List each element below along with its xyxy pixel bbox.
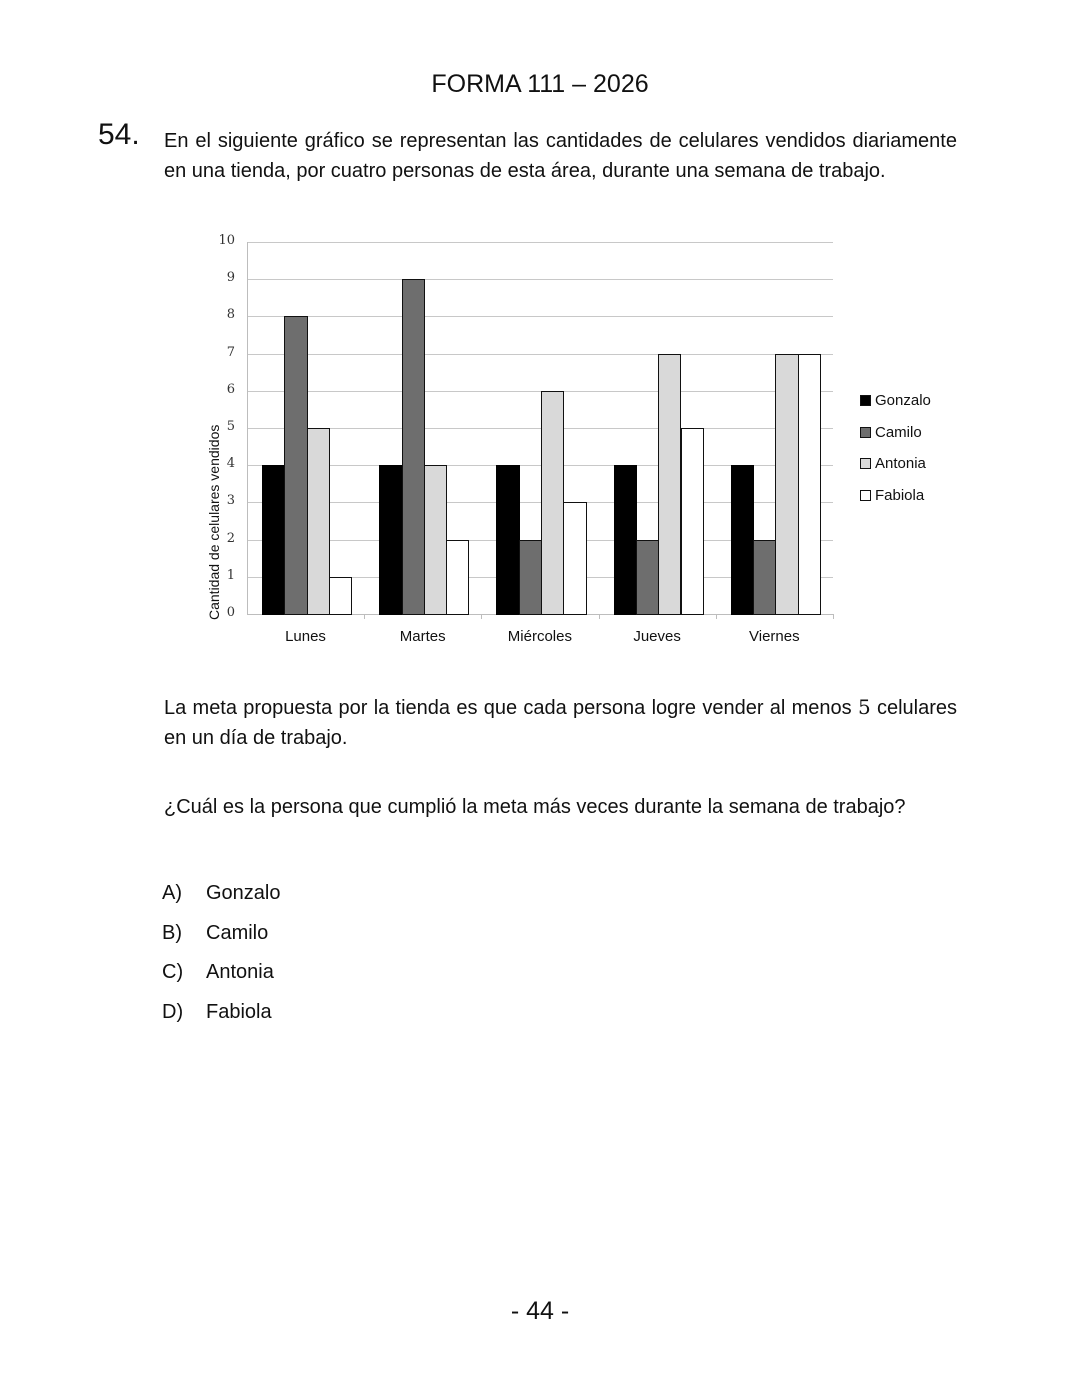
x-tick (481, 614, 482, 619)
bar-fabiola (446, 540, 469, 615)
bar-fabiola (798, 354, 821, 615)
bar-antonia (658, 354, 681, 615)
bar-gonzalo (496, 465, 519, 615)
goal-text-2: celulares en un día de trabajo. (164, 697, 957, 749)
x-tick (364, 614, 365, 619)
option-d[interactable] (162, 993, 281, 1033)
y-axis-label: Cantidad de celulares vendidos (206, 424, 222, 620)
bar-gonzalo (614, 465, 637, 615)
legend-swatch-icon (860, 458, 871, 469)
question-prompt: ¿Cuál es la persona que cumplió la meta más veces durante la semana de trabajo? (164, 796, 906, 818)
goal-text-1: La meta propuesta por la tienda es que cada persona logre vender al menos (164, 697, 858, 719)
answer-options (162, 874, 281, 1032)
y-tick-label: 4 (226, 456, 235, 472)
bar-chart (180, 230, 960, 660)
legend-item (860, 385, 931, 417)
option-c[interactable] (162, 953, 281, 993)
gridline (247, 428, 833, 429)
legend-label: Camilo (875, 423, 922, 441)
gridline (247, 391, 833, 392)
gridline (247, 316, 833, 317)
legend-label: Antonia (875, 455, 926, 473)
y-tick-label: 10 (218, 233, 235, 248)
x-category-label: Viernes (749, 628, 800, 645)
legend-swatch-icon (860, 490, 871, 501)
bar-fabiola (681, 428, 704, 615)
x-tick (833, 614, 834, 619)
legend-label: Gonzalo (875, 392, 931, 410)
option-b[interactable] (162, 914, 281, 954)
gridline (247, 354, 833, 355)
legend-item (860, 448, 931, 480)
goal-statement (164, 692, 957, 753)
legend-swatch-icon (860, 427, 871, 438)
option-text: Camilo (206, 921, 269, 944)
bar-antonia (424, 465, 447, 615)
bar-antonia (541, 391, 564, 615)
option-letter: B) (162, 921, 182, 944)
y-tick-label: 6 (226, 381, 235, 397)
y-tick-label: 2 (226, 530, 235, 546)
y-tick-label: 1 (226, 567, 235, 583)
gridline (247, 242, 833, 243)
option-letter: C) (162, 961, 184, 984)
gridline (247, 279, 833, 280)
option-text: Gonzalo (206, 882, 281, 905)
page-number: - 44 - (510, 1297, 570, 1325)
bar-antonia (775, 354, 798, 615)
bar-gonzalo (731, 465, 754, 615)
option-letter: A) (162, 882, 182, 905)
x-tick (716, 614, 717, 619)
bar-camilo (284, 316, 307, 615)
x-category-label: Martes (399, 628, 446, 645)
option-text: Antonia (206, 961, 274, 984)
bar-camilo (519, 540, 542, 615)
x-tick (599, 614, 600, 619)
y-tick-label: 7 (226, 344, 235, 360)
bar-fabiola (563, 502, 586, 615)
chart-legend (860, 385, 931, 511)
legend-swatch-icon (860, 395, 871, 406)
bar-fabiola (329, 577, 352, 615)
bar-camilo (402, 279, 425, 615)
bar-camilo (753, 540, 776, 615)
bar-antonia (307, 428, 330, 615)
legend-item (860, 480, 931, 512)
bar-gonzalo (262, 465, 285, 615)
bar-gonzalo (379, 465, 402, 615)
y-tick-label: 0 (226, 605, 235, 620)
question-stem: En el siguiente gráfico se representan las cantidades de celulares vendidos diariamente en una tienda, por cuatro personas de esta área, durante una semana de trabajo. (164, 130, 957, 182)
option-text: Fabiola (206, 1000, 272, 1023)
x-category-label: Jueves (633, 628, 681, 645)
y-axis (247, 242, 248, 614)
y-tick-label: 5 (226, 419, 235, 434)
goal-number: 5 (857, 695, 871, 719)
x-category-label: Miércoles (507, 628, 572, 645)
legend-label: Fabiola (875, 486, 925, 504)
exam-form-header: FORMA 111 – 2026 (431, 70, 649, 98)
x-category-label: Lunes (285, 628, 326, 645)
option-a[interactable] (162, 874, 281, 914)
bar-camilo (636, 540, 659, 615)
question-number: 54. (98, 118, 140, 151)
y-tick-label: 3 (226, 493, 235, 509)
y-tick-label: 8 (226, 307, 235, 323)
option-letter: D) (162, 1000, 184, 1023)
legend-item (860, 417, 931, 449)
y-tick-label: 9 (226, 270, 235, 286)
